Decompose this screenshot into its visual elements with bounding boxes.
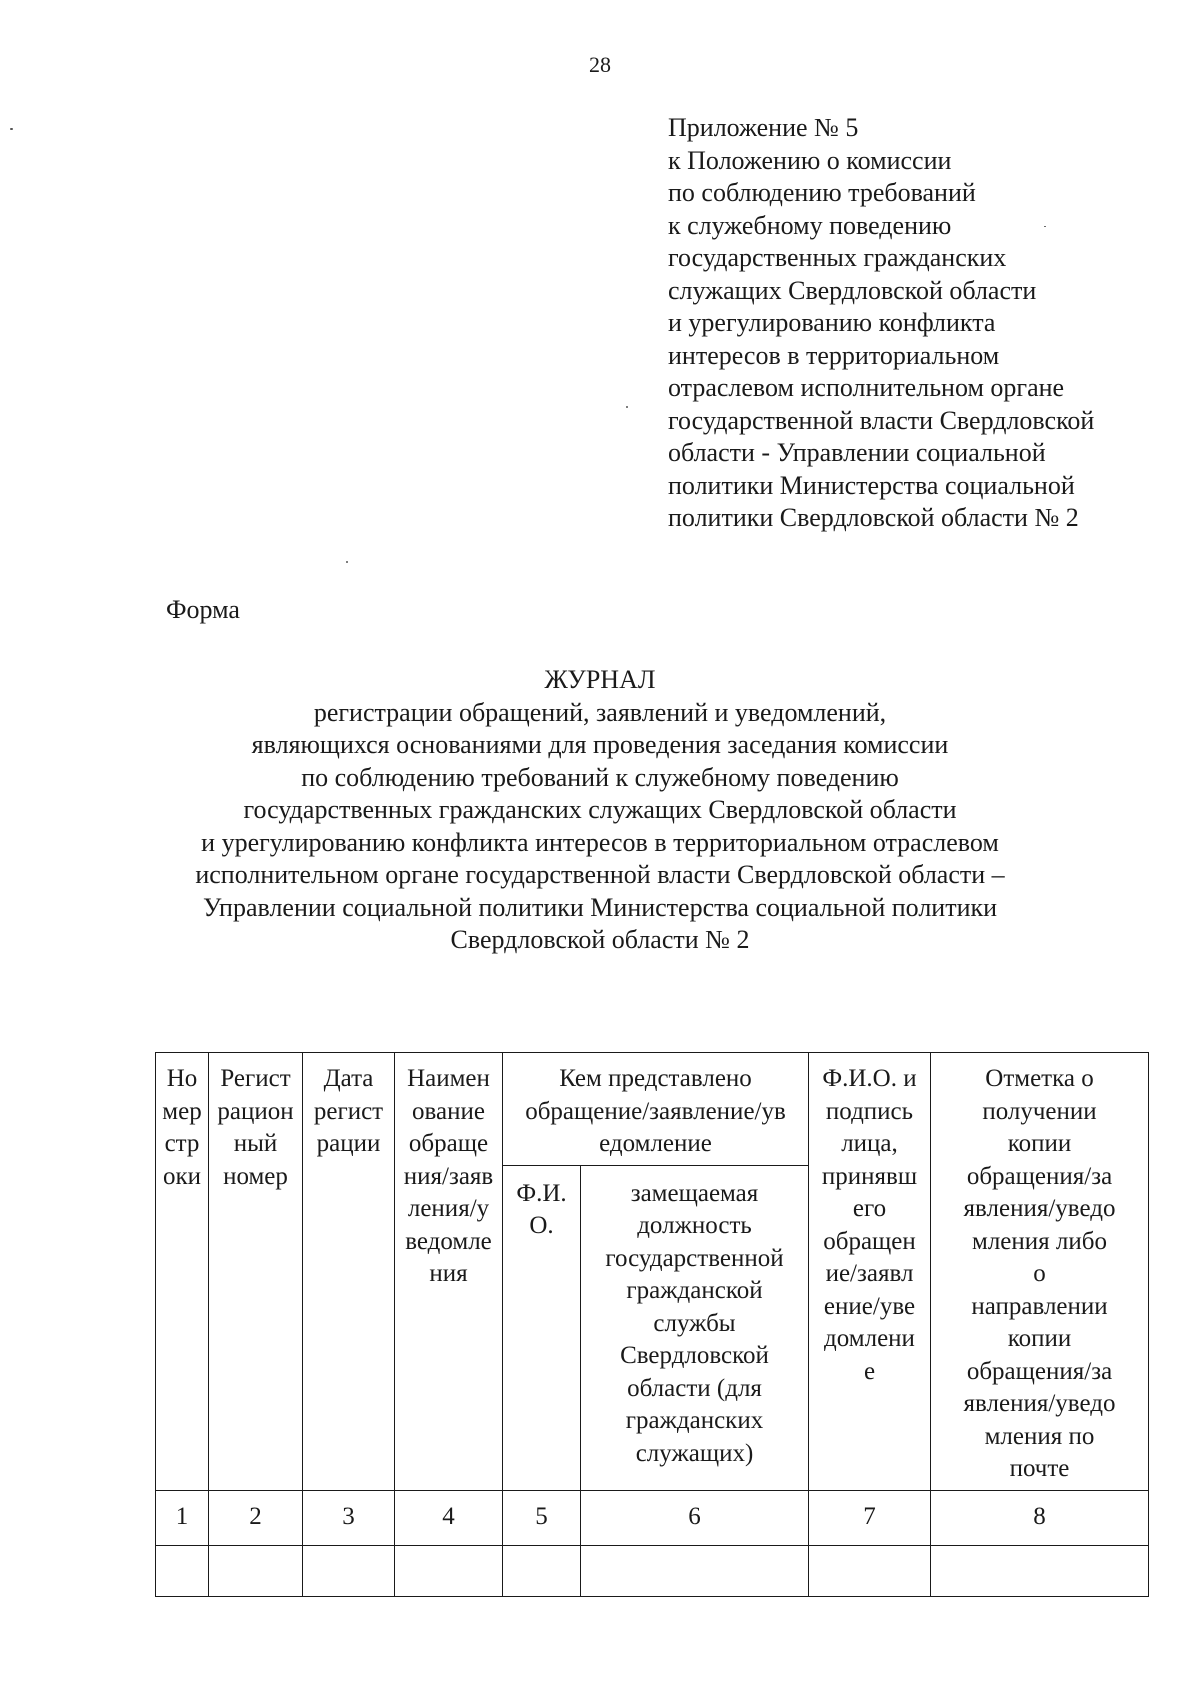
appendix-line: к Положению о комиссии [668,145,952,175]
appendix-block [668,112,1188,535]
appendix-line: политики Свердловской области № 2 [668,503,1079,532]
appendix-line: политики Министерства социальной [668,470,1075,500]
header-text-line: мления по [984,1422,1095,1450]
header-submitter-name [503,1165,581,1490]
scan-speck [1044,226,1046,227]
table-cell[interactable] [209,1545,303,1596]
appendix-line: государственных гражданских [668,243,1007,272]
journal-subtitle [0,697,1200,957]
column-number-cell: 7 [809,1490,931,1545]
header-text-line: домлени [824,1325,915,1352]
table-cell[interactable] [809,1545,931,1596]
header-text-line: его [852,1195,887,1222]
journal-subtitle-line: Управлении социальной политики Министерства социальной политики [202,892,998,922]
header-text-line: обращения/за [966,1162,1113,1190]
header-text-line: обращения/за [966,1357,1113,1385]
header-text-line: рации [316,1130,381,1157]
table-cell[interactable] [303,1545,395,1596]
column-number-cell: 6 [581,1490,809,1545]
header-text-line: подпись [825,1097,914,1125]
appendix-line: к служебному поведению [668,210,952,240]
header-submitter-position [581,1165,809,1490]
journal-subtitle-line: по соблюдению требований к служебному поведению [301,762,899,792]
journal-subtitle-line: исполнительном органе государственной власти Свердловской области – [195,860,1005,889]
header-text-line: области (для [627,1374,762,1402]
scan-speck [346,561,348,563]
header-text-line: служащих) [635,1439,754,1467]
header-text-line: мления либо [972,1227,1107,1255]
journal-subtitle-line: государственных гражданских служащих Свердловской области [243,795,957,824]
header-text-line: обращение/заявление/ув [525,1097,786,1125]
appendix-line: отраслевом исполнительном органе [668,373,1065,402]
header-text-line: замещаемая [630,1179,759,1207]
header-text-line: рацион [217,1097,294,1125]
column-number-cell: 5 [503,1490,581,1545]
header-text-line: Кем представлено [559,1065,752,1092]
journal-heading [0,664,1200,957]
journal-subtitle-line: и урегулированию конфликта интересов в территориальном отраслевом [201,827,999,857]
appendix-line: служащих Свердловской области [668,275,1037,305]
header-text-line: оки [162,1162,202,1190]
header-copy-mark [931,1053,1149,1491]
journal-subtitle-line: являющихся основаниями для проведения заседания комиссии [251,730,949,759]
scan-speck [10,128,13,130]
header-text-line: явления/уведо [963,1390,1116,1417]
header-registration-date [303,1053,395,1491]
header-text-line: ие/заявл [825,1260,914,1287]
journal-subtitle-line: Свердловской области № 2 [450,925,750,954]
header-text-line: мер [162,1097,202,1125]
table-cell[interactable] [395,1545,503,1596]
header-text-line: едомление [599,1130,712,1157]
header-receiver-name-signature [809,1053,931,1491]
header-text-line: обраще [408,1130,489,1157]
header-registration-number [209,1053,303,1491]
header-text-line: принявш [821,1162,918,1190]
column-number-cell: 3 [303,1490,395,1545]
header-text-line: копии [1007,1325,1072,1352]
header-text-line: гражданских [625,1407,764,1434]
header-text-line: должность [637,1212,752,1239]
header-text-line: получении [982,1097,1097,1125]
table-cell[interactable] [581,1545,809,1596]
column-number-row [156,1490,1149,1545]
appendix-line: интересов в территориальном [668,340,1000,370]
header-text-line: службы [653,1309,736,1337]
column-number-cell: 8 [931,1490,1149,1545]
header-text-line: обращен [823,1227,916,1255]
appendix-line: по соблюдению требований [668,178,976,207]
header-text-line: Отметка о [985,1065,1094,1092]
journal-title: ЖУРНАЛ [544,665,656,694]
appendix-line: Приложение № 5 [668,113,859,142]
journal-subtitle-line: регистрации обращений, заявлений и уведомлений, [313,697,887,727]
header-text-line: явления/уведо [963,1195,1116,1222]
header-text-line: гражданской [626,1277,763,1304]
header-text-line: лица, [841,1130,898,1157]
header-text-line: государственной [605,1244,784,1272]
header-text-line: Регист [220,1065,291,1092]
header-text-line: ование [412,1097,485,1125]
appendix-line: области - Управлении социальной [668,438,1046,467]
header-text-line: о [1033,1260,1046,1287]
header-text-line: е [863,1357,876,1385]
header-submitted-by [503,1053,809,1166]
header-text-line: регист [313,1097,384,1125]
appendix-line: и урегулированию конфликта [668,308,996,337]
header-row-number [156,1053,209,1491]
header-text-line: ния [429,1260,468,1287]
table-cell[interactable] [503,1545,581,1596]
table-header-row [156,1053,1149,1166]
table-cell[interactable] [931,1545,1149,1596]
header-text-line: О. [529,1212,554,1239]
header-text-line: стр [164,1130,200,1157]
header-text-line: копии [1007,1130,1072,1157]
header-text-line: номер [223,1162,288,1190]
column-number-cell: 2 [209,1490,303,1545]
header-text-line: Свердловской [620,1342,769,1369]
header-text-line: ведомле [405,1227,492,1255]
header-text-line: Ф.И.О. и [822,1065,917,1092]
page-number: 28 [589,52,611,77]
header-text-line: Дата [323,1065,374,1092]
header-text-line: Наимен [407,1065,490,1092]
form-label: Форма [166,595,240,624]
header-text-line: почте [1009,1455,1070,1482]
header-text-line: направлении [971,1292,1108,1320]
header-document-name [395,1053,503,1491]
header-text-line: Ф.И. [516,1179,567,1207]
header-text-line: ение/уве [823,1292,916,1320]
journal-table [155,1052,1149,1597]
scan-speck [626,406,628,408]
header-text-line: Но [166,1065,198,1092]
table-row [156,1545,1149,1596]
column-number-cell: 1 [156,1490,209,1545]
table-cell[interactable] [156,1545,209,1596]
header-text-line: ния/заяв [403,1162,494,1190]
header-text-line: ления/у [407,1195,490,1222]
column-number-cell: 4 [395,1490,503,1545]
appendix-line: государственной власти Свердловской [668,405,1095,435]
header-text-line: ный [233,1130,278,1157]
